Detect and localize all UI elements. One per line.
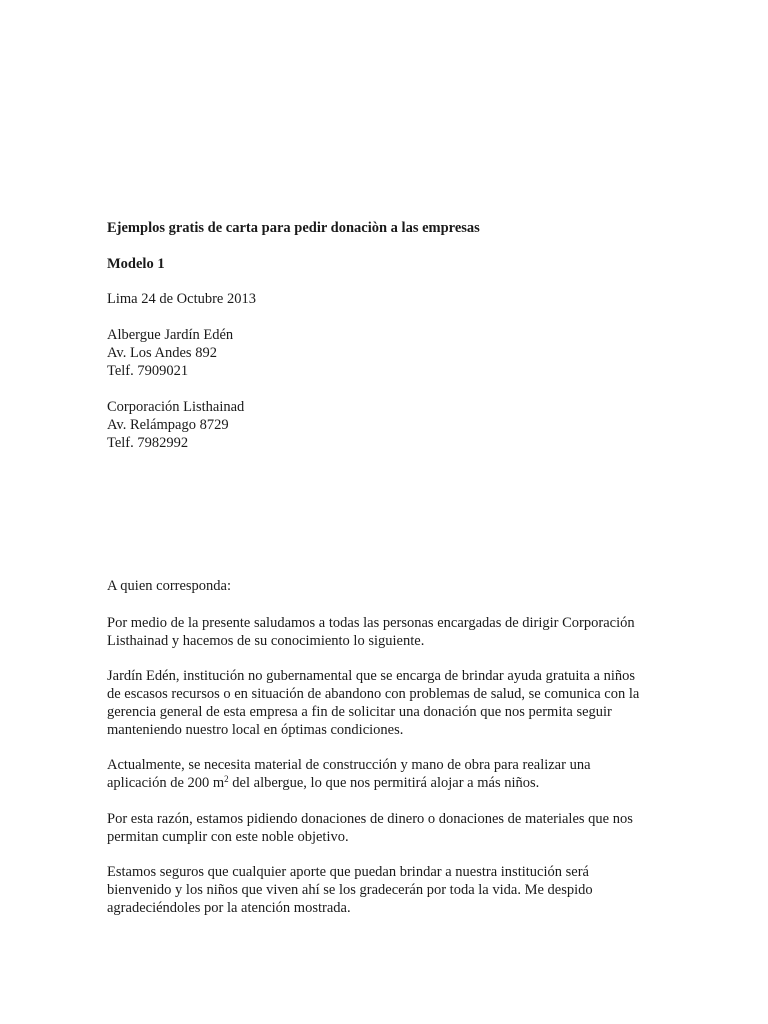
paragraph-line: Por medio de la presente saludamos a todas las personas encargadas de dirigir Corporación xyxy=(107,615,635,631)
date-block xyxy=(107,290,667,308)
paragraph-line: permitan cumplir con este noble objetivo. xyxy=(107,829,349,845)
salutation-block xyxy=(107,577,667,595)
paragraph-line: Listhainad y hacemos de su conocimiento lo siguiente. xyxy=(107,633,425,649)
body-paragraph xyxy=(107,810,667,846)
sender-name: Albergue Jardín Edén xyxy=(107,327,234,343)
paragraph-line: manteniendo nuestro local en óptimas condiciones. xyxy=(107,722,404,738)
recipient-name: Corporación Listhainad xyxy=(107,399,245,415)
sender-address-block xyxy=(107,326,667,380)
document-title-block xyxy=(107,219,667,237)
date-line: Lima 24 de Octubre 2013 xyxy=(107,291,256,307)
model-heading: Modelo 1 xyxy=(107,256,165,272)
document-title: Ejemplos gratis de carta para pedir donaciòn a las empresas xyxy=(107,220,480,236)
paragraph-line: bienvenido y los niños que viven ahí se los gradecerán por toda la vida. Me despido xyxy=(107,882,593,898)
paragraph-text-fragment: del albergue, lo que nos permitirá alojar a más niños. xyxy=(228,775,540,791)
recipient-address: Av. Relámpago 8729 xyxy=(107,417,229,433)
paragraph-line: Jardín Edén, institución no gubernamental que se encarga de brindar ayuda gratuita a niños xyxy=(107,668,636,684)
sender-phone: Telf. 7909021 xyxy=(107,363,189,379)
paragraph-line: agradeciéndoles por la atención mostrada. xyxy=(107,900,351,916)
body-paragraph xyxy=(107,756,667,792)
paragraph-line: Actualmente, se necesita material de construcción y mano de obra para realizar una xyxy=(107,757,591,773)
paragraph-text-fragment: aplicación de 200 m xyxy=(107,775,225,791)
paragraph-line: Estamos seguros que cualquier aporte que puedan brindar a nuestra institución será xyxy=(107,864,589,880)
recipient-phone: Telf. 7982992 xyxy=(107,435,189,451)
salutation: A quien corresponda: xyxy=(107,578,232,594)
model-heading-block xyxy=(107,255,667,273)
paragraph-line: de escasos recursos o en situación de abandono con problemas de salud, se comunica con la xyxy=(107,686,640,702)
square-meters-superscript: 2 xyxy=(224,774,229,784)
sender-address: Av. Los Andes 892 xyxy=(107,345,217,361)
body-paragraph xyxy=(107,863,667,917)
paragraph-line-with-superscript xyxy=(107,774,667,792)
body-paragraph xyxy=(107,667,667,739)
paragraph-line: Por esta razón, estamos pidiendo donaciones de dinero o donaciones de materiales que nos xyxy=(107,811,633,827)
body-paragraph xyxy=(107,614,667,650)
paragraph-line: gerencia general de esta empresa a fin de solicitar una donación que nos permita seguir xyxy=(107,704,612,720)
recipient-address-block xyxy=(107,398,667,452)
